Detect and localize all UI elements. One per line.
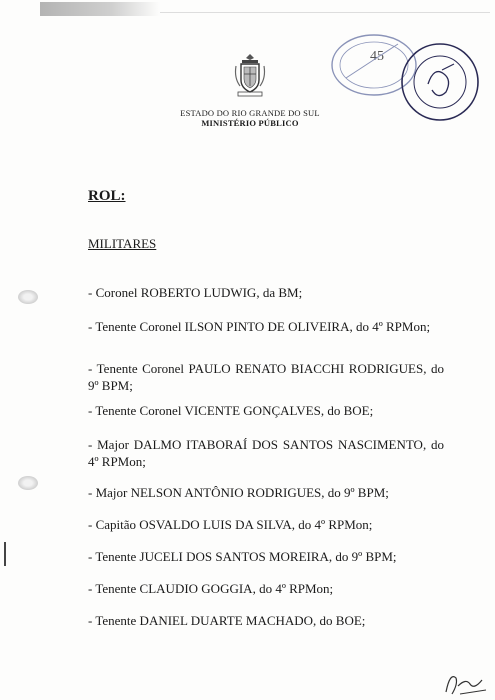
signature-icon bbox=[440, 668, 490, 698]
section-title: MILITARES bbox=[88, 236, 157, 251]
scan-artifact bbox=[40, 2, 160, 16]
punch-hole bbox=[18, 476, 38, 490]
stamp-page-number: 45 bbox=[370, 49, 384, 64]
list-item: - Tenente Coronel VICENTE GONÇALVES, do BOE; bbox=[88, 403, 374, 418]
list-item: - Tenente Coronel PAULO RENATO BIACCHI RODRIGUES, do 9º BPM; bbox=[88, 361, 444, 393]
scan-artifact-line bbox=[160, 12, 490, 13]
coat-of-arms-icon bbox=[232, 52, 268, 98]
audit-stamp-icon bbox=[398, 40, 482, 124]
list-item: - Capitão OSVALDO LUIS DA SILVA, do 4º RPMon; bbox=[88, 517, 373, 532]
list-heading: ROL: bbox=[88, 188, 126, 204]
margin-mark bbox=[4, 542, 6, 566]
punch-hole bbox=[18, 290, 38, 304]
list-item: - Major NELSON ANTÔNIO RODRIGUES, do 9º BPM; bbox=[88, 485, 389, 500]
list-item: - Tenente CLAUDIO GOGGIA, do 4º RPMon; bbox=[88, 581, 334, 596]
list-item: - Tenente DANIEL DUARTE MACHADO, do BOE; bbox=[88, 613, 366, 628]
list-item: - Tenente JUCELI DOS SANTOS MOREIRA, do 9º BPM; bbox=[88, 549, 397, 564]
list-item: - Major DALMO ITABORAÍ DOS SANTOS NASCIMENTO, do 4º RPMon; bbox=[88, 437, 444, 469]
list-item: - Coronel ROBERTO LUDWIG, da BM; bbox=[88, 285, 303, 300]
ministry-header: MINISTÉRIO PÚBLICO bbox=[201, 118, 299, 128]
state-header: ESTADO DO RIO GRANDE DO SUL bbox=[180, 108, 320, 118]
list-item: - Tenente Coronel ILSON PINTO DE OLIVEIRA, do 4º RPMon; bbox=[88, 319, 431, 334]
